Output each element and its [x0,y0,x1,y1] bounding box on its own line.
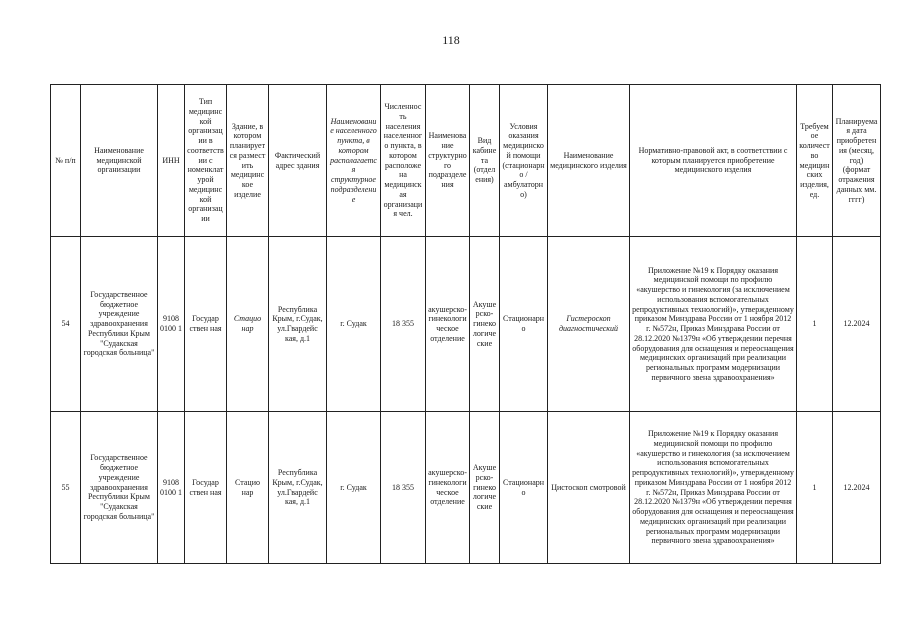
cell-type: Государ ствен ная [185,237,227,412]
header-locality: Наименование населенного пункта, в котором располагается структурное подразделение [327,85,381,237]
header-population: Численность населения населенного пункта, в котором расположена медицинская организация чел. [381,85,426,237]
cell-date: 12.2024 [833,412,881,564]
header-num: № п/п [51,85,81,237]
cell-type: Государ ствен ная [185,412,227,564]
cell-address: Республика Крым, г.Судак, ул.Гвардейс кая, д.1 [269,237,327,412]
header-division: Наименование структурного подразделения [426,85,470,237]
cell-act: Приложение №19 к Порядку оказания медицинской помощи по профилю «акушерство и гинекология (за исключением использования вспомогательных репродуктивных технологий)», утвержденному приказом Минздрава России от 1 ноября 2012 г. №572н, Приказ Минздрава России от 28.12.2020 №1379н «Об утверждении перечня оборудования для оснащения и переоснащения медицинских организаций при реализации региональных программ модернизации первичного звена здравоохранения» [630,412,797,564]
cell-division: акушерско-гинекологическое отделение [426,237,470,412]
cell-division: акушерско-гинекологическое отделение [426,412,470,564]
header-conditions: Условия оказания медицинской помощи (стационарно / амбулаторно) [500,85,548,237]
cell-num: 54 [51,237,81,412]
cell-population: 18 355 [381,412,426,564]
cell-address: Республика Крым, г.Судак, ул.Гвардейс кая, д.1 [269,412,327,564]
cell-population: 18 355 [381,237,426,412]
header-cabinet: Вид кабинета (отделения) [470,85,500,237]
cell-device: Гистероскоп диагностический [548,237,630,412]
medical-equipment-table [50,84,881,564]
cell-conditions: Стационарно [500,237,548,412]
header-device: Наименование медицинского изделия [548,85,630,237]
cell-building: Стацио нар [227,412,269,564]
header-building: Здание, в котором планируется размест ить медицинское изделие [227,85,269,237]
table-row [51,412,881,564]
header-row [51,85,881,237]
cell-qty: 1 [797,237,833,412]
header-act: Нормативно-правовой акт, в соответствии с которым планируется приобретение медицинского изделия [630,85,797,237]
cell-org: Государственное бюджетное учреждение здравоохранения Республики Крым "Судакская городская больница" [81,412,158,564]
cell-date: 12.2024 [833,237,881,412]
page-number: 118 [442,33,460,47]
cell-qty: 1 [797,412,833,564]
cell-building: Стацио нар [227,237,269,412]
cell-cabinet: Акушерско-гинекологические [470,237,500,412]
cell-org: Государственное бюджетное учреждение здравоохранения Республики Крым "Судакская городская больница" [81,237,158,412]
header-inn: ИНН [158,85,185,237]
table-row [51,237,881,412]
header-type: Тип медицинской организации в соответствии с номенклатурой медицинской организации [185,85,227,237]
header-org: Наименование медицинской организации [81,85,158,237]
cell-device: Цистоскоп смотровой [548,412,630,564]
cell-inn: 9108 0100 1 [158,237,185,412]
cell-inn: 9108 0100 1 [158,412,185,564]
header-qty: Требуемое количество медицинских изделия, ед. [797,85,833,237]
cell-cabinet: Акушерско-гинекологические [470,412,500,564]
cell-conditions: Стационарно [500,412,548,564]
header-address: Фактический адрес здания [269,85,327,237]
cell-locality: г. Судак [327,412,381,564]
cell-locality: г. Судак [327,237,381,412]
cell-act: Приложение №19 к Порядку оказания медицинской помощи по профилю «акушерство и гинекология (за исключением использования вспомогательных репродуктивных технологий)», утвержденному приказом Минздрава России от 1 ноября 2012 г. №572н, Приказ Минздрава России от 28.12.2020 №1379н «Об утверждении перечня оборудования для оснащения и переоснащения медицинских организаций при реализации региональных программ модернизации первичного звена здравоохранения» [630,237,797,412]
header-date: Планируемая дата приобретения (месяц, год) (формат отражения данных мм. гггг) [833,85,881,237]
cell-num: 55 [51,412,81,564]
